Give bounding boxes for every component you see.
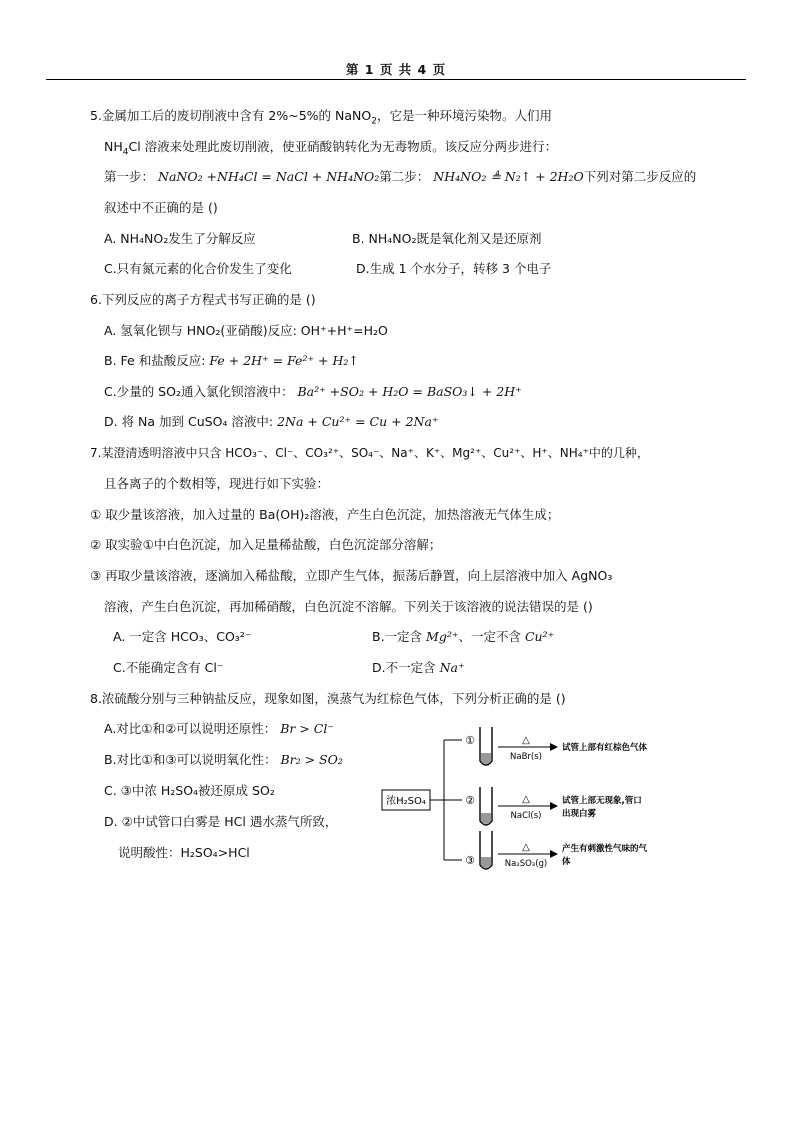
q6-option-c-label: C.少量的 SO₂通入氯化钡溶液中： bbox=[104, 384, 298, 399]
q5-line-2 bbox=[104, 139, 558, 158]
result-3-line-1: 产生有刺激性气味的气 bbox=[562, 844, 648, 854]
q5-option-a: A. NH₄NO₂发生了分解反应 bbox=[104, 231, 256, 246]
q8-stem: 8.浓硫酸分别与三种钠盐反应，现象如图，溴蒸气为红棕色气体，下列分析正确的是 () bbox=[90, 691, 566, 706]
q7-option-b-eq2: Cu²⁺ bbox=[524, 629, 555, 644]
q8-option-b-eq: Br₂ > SO₂ bbox=[280, 752, 343, 767]
tube-1-solid bbox=[481, 753, 491, 764]
tube-2-solid bbox=[481, 813, 491, 824]
q6-option-c bbox=[104, 384, 522, 400]
tube-3-solid bbox=[481, 857, 491, 868]
source-label: 浓H₂SO₄ bbox=[386, 796, 426, 807]
q5-l2-a: NH bbox=[104, 139, 123, 154]
q8-option-b-label: B.对比①和③可以说明氧化性： bbox=[104, 752, 281, 767]
q8-option-d-cont: 说明酸性：H₂SO₄>HCl bbox=[118, 845, 250, 860]
q5-option-c: C.只有氮元素的化合价发生了变化 bbox=[104, 261, 292, 276]
q5-step1-label: 第一步： bbox=[104, 169, 155, 184]
salt-2: NaCl(s) bbox=[510, 811, 542, 821]
reaction-diagram bbox=[380, 727, 670, 877]
q6-stem: 6.下列反应的离子方程式书写正确的是 () bbox=[90, 292, 316, 307]
q7-option-b-eq1: Mg²⁺ bbox=[426, 629, 459, 644]
result-3-line-2: 体 bbox=[562, 857, 571, 867]
q5-option-b: B. NH₄NO₂既是氧化剂又是还原剂 bbox=[352, 231, 542, 246]
q7-option-a: A. 一定含 HCO₃、CO₃²⁻ bbox=[113, 629, 252, 644]
q7-experiment-2: ② 取实验①中白色沉淀，加入足量稀盐酸，白色沉淀部分溶解； bbox=[90, 537, 442, 552]
q6-option-c-eq: Ba²⁺ +SO₂ + H₂O = BaSO₃↓ + 2H⁺ bbox=[297, 384, 522, 399]
q5-stem bbox=[90, 108, 552, 127]
q8-option-a bbox=[104, 721, 334, 737]
q7-option-c: C.不能确定含有 Cl⁻ bbox=[113, 660, 224, 675]
q5-step2-tail: 下列对第二步反应的 bbox=[583, 169, 697, 184]
q7-experiment-3: ③ 再取少量该溶液，逐滴加入稀盐酸，立即产生气体，振荡后静置，向上层溶液中加入 AgNO₃ bbox=[90, 568, 613, 583]
result-1: 试管上部有红棕色气体 bbox=[562, 743, 648, 753]
salt-3: Na₂SO₃(g) bbox=[504, 859, 548, 869]
q7-option-b bbox=[372, 629, 554, 645]
q6-option-d-eq: 2Na + Cu²⁺ = Cu + 2Na⁺ bbox=[277, 414, 439, 429]
mark-2: ② bbox=[465, 794, 475, 807]
q5-l2-b: Cl 溶液来处理此废切削液，使亚硝酸钠转化为无毒物质。该反应分两步进行： bbox=[128, 139, 558, 154]
q7-line-2: 且各离子的个数相等，现进行如下实验： bbox=[104, 476, 330, 491]
q6-option-d-label: D. 将 Na 加到 CuSO₄ 溶液中: bbox=[104, 414, 278, 429]
q6-option-b bbox=[104, 353, 359, 369]
q6-option-a: A. 氢氧化钡与 HNO₂(亚硝酸)反应: OH⁺+H⁺=H₂O bbox=[104, 323, 388, 338]
q7-experiment-1: ① 取少量该溶液，加入过量的 Ba(OH)₂溶液，产生白色沉淀，加热溶液无气体生成； bbox=[90, 507, 560, 522]
q5-stem-a: 5.金属加工后的废切削液中含有 2%~5%的 NaNO bbox=[90, 108, 372, 123]
q8-option-a-eq: Br > Cl⁻ bbox=[280, 721, 334, 736]
q5-l2-sub: 4 bbox=[122, 147, 129, 158]
result-2-line-2: 出现白雾 bbox=[562, 809, 597, 819]
q5-step2-eq: NH₄NO₂ ≜ N₂↑ + 2H₂O bbox=[433, 169, 584, 184]
q6-option-b-label: B. Fe 和盐酸反应: bbox=[104, 353, 210, 368]
heat-symbol-1: △ bbox=[522, 735, 530, 746]
mark-1: ① bbox=[465, 734, 475, 747]
q5-stem-b: ，它是一种环境污染物。人们用 bbox=[376, 108, 552, 123]
arrow-2-head-icon bbox=[550, 802, 558, 810]
q7-option-b-mid: 、一定不含 bbox=[458, 629, 525, 644]
mark-3: ③ bbox=[465, 854, 475, 867]
q7-experiment-3-cont: 溶液，产生白色沉淀，再加稀硝酸，白色沉淀不溶解。下列关于该溶液的说法错误的是 () bbox=[104, 599, 593, 614]
q5-line-4: 叙述中不正确的是 () bbox=[104, 200, 218, 215]
q5-stem-sub: 2 bbox=[371, 116, 377, 127]
q5-step1-eq: NaNO₂ +NH₄Cl = NaCl + NH₄NO₂ bbox=[158, 169, 380, 184]
q8-option-b bbox=[104, 752, 343, 768]
q7-option-d-eq: Na⁺ bbox=[439, 660, 465, 675]
q5-steps bbox=[104, 169, 696, 185]
result-2-line-1: 试管上部无现象,管口 bbox=[562, 796, 642, 806]
heat-symbol-3: △ bbox=[522, 842, 530, 853]
q6-option-b-eq: Fe + 2H⁺ = Fe²⁺ + H₂↑ bbox=[209, 353, 359, 368]
q8-option-c: C. ③中浓 H₂SO₄被还原成 SO₂ bbox=[104, 783, 275, 798]
heat-symbol-2: △ bbox=[522, 794, 530, 805]
q8-option-a-label: A.对比①和②可以说明还原性： bbox=[104, 721, 281, 736]
q5-step2-label: 第二步： bbox=[379, 169, 430, 184]
q6-option-d bbox=[104, 414, 439, 430]
q8-option-d: D. ②中试管口白雾是 HCl 遇水蒸气所致， bbox=[104, 814, 338, 829]
q7-option-b-label: B.一定含 bbox=[372, 629, 427, 644]
q7-option-d-label: D.不一定含 bbox=[372, 660, 440, 675]
salt-1: NaBr(s) bbox=[510, 752, 542, 762]
page-header: 第 1 页 共 4 页 bbox=[345, 62, 447, 77]
header-rule bbox=[46, 79, 746, 80]
q5-option-d: D.生成 1 个水分子，转移 3 个电子 bbox=[356, 261, 552, 276]
q7-option-d bbox=[372, 660, 465, 676]
arrow-3-head-icon bbox=[550, 850, 558, 858]
q7-stem: 7.某澄清透明溶液中只含 HCO₃⁻、Cl⁻、CO₃²⁺、SO₄⁻、Na⁺、K⁺、Mg²⁺、Cu²⁺、H⁺、NH₄⁺中的几种， bbox=[90, 446, 649, 460]
arrow-1-head-icon bbox=[550, 743, 558, 751]
